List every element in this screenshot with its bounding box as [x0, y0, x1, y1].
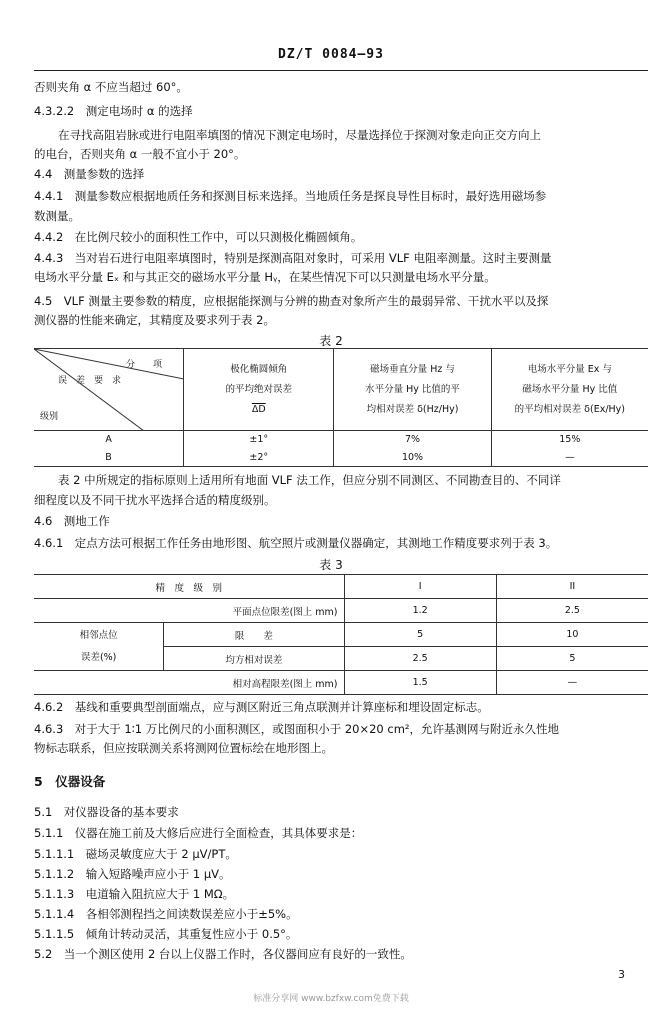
table3-caption: 表 3	[319, 558, 343, 572]
row-group-line: 相邻点位	[79, 629, 118, 641]
watermark-footer: 标准分享网 www.bzfxw.com免费下载	[253, 994, 409, 1004]
sub-row-label: 均方相对误差	[164, 647, 344, 671]
header-rule	[34, 70, 648, 71]
doc-header-code: DZ/T 0084—93	[278, 47, 384, 62]
text-line: 5.1.1.4 各相邻测程挡之间读数误差应小于±5%。	[34, 907, 298, 921]
text-line: 测仪器的性能来确定，其精度及要求列于表 2。	[34, 313, 275, 327]
text-line: 否则夹角 α 不应当超过 60°。	[34, 80, 188, 94]
text-line: 表 2 中所规定的指标原则上适用所有地面 VLF 法工作，但应分别不同测区、不同勘查目的、不同详	[58, 473, 561, 487]
grade-cell: A	[34, 431, 184, 449]
text-line: 5.1.1.3 电道输入阻抗应大于 1 MΩ。	[34, 887, 235, 901]
value-cell: ±1°	[184, 431, 334, 449]
value-cell: 10	[496, 623, 648, 647]
table3-head: 精 度 级 别	[34, 575, 344, 599]
value-cell: ±2°	[184, 449, 334, 467]
table2-col2-header	[334, 349, 491, 431]
table-row	[34, 623, 648, 647]
value-cell: —	[496, 671, 648, 695]
row-group-line: 误差(%)	[80, 651, 117, 663]
col2-line: 水平分量 Hy 比值的平	[365, 383, 460, 395]
table-row	[34, 671, 648, 695]
text-line: 细程度以及不同干扰水平选择合适的精度级别。	[34, 493, 276, 507]
table2-caption: 表 2	[319, 334, 343, 348]
col3-line: 磁场水平分量 Hy 比值	[522, 383, 618, 395]
table-row	[34, 449, 648, 467]
col1-line: $\overline{\Delta D}$	[251, 403, 266, 415]
text-line: 4.4.2 在比例尺较小的面积性工作中，可以只测极化椭圆倾角。	[34, 230, 363, 244]
diag-mid-label: 误 差 要 求	[58, 376, 122, 386]
text-line: 数测量。	[34, 209, 80, 223]
level-header: I	[344, 575, 496, 599]
value-cell: —	[491, 449, 648, 467]
subsection-heading: 4.3.2.2 测定电场时 α 的选择	[34, 104, 193, 118]
col1-line: 的平均绝对误差	[225, 383, 292, 395]
text-line: 在寻找高阻岩脉或进行电阻率填图的情况下测定电场时，尽量选择位于探测对象走向正交方向上	[58, 128, 541, 142]
level-header: II	[496, 575, 648, 599]
row-label: 相对高程限差(图上 mm)	[34, 671, 344, 695]
table2-col3-header	[491, 349, 648, 431]
value-cell: 2.5	[344, 647, 496, 671]
table-2	[34, 348, 648, 467]
text-line: 5.2 当一个测区使用 2 台以上仪器工作时，各仪器间应有良好的一致性。	[34, 947, 412, 961]
col2-line: 磁场垂直分量 Hz 与	[370, 363, 455, 375]
col1-line: 极化椭圆倾角	[230, 363, 288, 375]
sub-row-label: 限 差	[164, 623, 344, 647]
section-heading: 4.6 测地工作	[34, 514, 110, 528]
text-line: 4.6.3 对于大于 1∶1 万比例尺的小面积测区，或图面积小于 20×20 cm²，允许基测网与附近永久性地	[34, 722, 560, 736]
value-cell: 15%	[491, 431, 648, 449]
table2-diagonal-header	[34, 349, 184, 431]
text-line: 4.6.1 定点方法可根据工作任务由地形图、航空照片或测量仪器确定，其测地工作精度要求列于表 3。	[34, 536, 558, 550]
page-number: 3	[618, 968, 625, 981]
value-cell: 1.5	[344, 671, 496, 695]
col2-line: 均相对误差 δ(Hz/Hy)	[366, 403, 459, 415]
col3-line: 电场水平分量 Ex 与	[527, 363, 612, 375]
row-label: 平面点位限差(图上 mm)	[34, 599, 344, 623]
text-line: 的电台，否则夹角 α 一般不宜小于 20°。	[34, 147, 246, 161]
value-cell: 1.2	[344, 599, 496, 623]
diag-bottom-label: 级别	[40, 412, 59, 422]
text-line: 5.1.1.5 倾角计转动灵活，其重复性应小于 0.5°。	[34, 927, 298, 941]
diag-top-label: 分 项	[126, 360, 163, 370]
text-line: 4.4.3 当对岩石进行电阻率填图时，特别是探测高阻对象时，可采用 VLF 电阻率测量。这时主要测量	[34, 251, 552, 265]
section-heading: 5.1 对仪器设备的基本要求	[34, 805, 179, 819]
text-line: 电场水平分量 Eₓ 和与其正交的磁场水平分量 Hᵧ，在某些情况下可以只测量电场水平分量。	[34, 270, 496, 284]
text-line: 4.5 VLF 测量主要参数的精度，应根据能探测与分辨的勘查对象所产生的最弱异常、干扰水平以及探	[34, 294, 549, 308]
text-line: 4.4.1 测量参数应根据地质任务和探测目标来选择。当地质任务是探良导性目标时，最好选用磁场参	[34, 189, 547, 203]
table-row	[34, 431, 648, 449]
text-line: 5.1.1 仪器在施工前及大修后应进行全面检查，其具体要求是：	[34, 826, 363, 840]
table2-col1-header	[184, 349, 334, 431]
text-line: 5.1.1.2 输入短路噪声应小于 1 μV。	[34, 867, 231, 881]
value-cell: 5	[344, 623, 496, 647]
text-line: 5.1.1.1 磁场灵敏度应大于 2 μV/PT。	[34, 847, 237, 861]
grade-cell: B	[34, 449, 184, 467]
value-cell: 7%	[334, 431, 491, 449]
table-3	[34, 574, 648, 695]
chapter-heading: 5 仪器设备	[34, 774, 106, 789]
value-cell: 10%	[334, 449, 491, 467]
value-cell: 5	[496, 647, 648, 671]
col3-line: 的平均相对误差 δ(Ex/Hy)	[514, 403, 625, 415]
text-line: 物标志联系，但应按联测关系将测网位置标绘在地形图上。	[34, 741, 333, 755]
section-heading: 4.4 测量参数的选择	[34, 167, 145, 181]
value-cell: 2.5	[496, 599, 648, 623]
row-group-label	[34, 623, 164, 671]
text-line: 4.6.2 基线和重要典型剖面端点，应与测区附近三角点联测并计算座标和埋设固定标志。	[34, 700, 489, 714]
table-row	[34, 599, 648, 623]
